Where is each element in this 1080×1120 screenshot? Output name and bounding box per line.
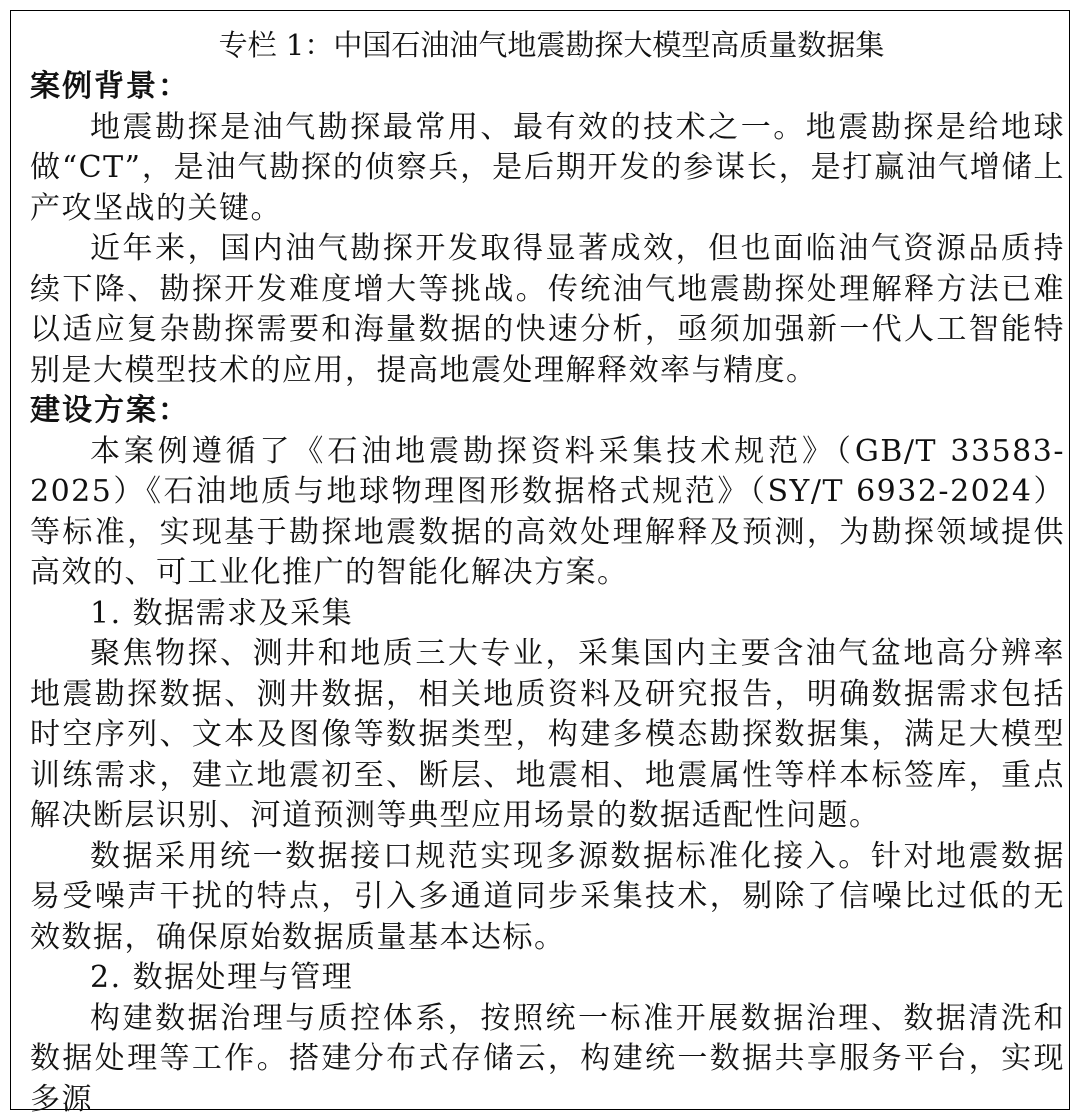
data-collection-paragraph-1: 聚焦物探、测井和地质三大专业，采集国内主要含油气盆地高分辨率地震勘探数据、测井数据，相关地质资料及研究报告，明确数据需求包括时空序列、文本及图像等数据类型，构建多模态勘探数据集，满足大模型训练需求，建立地震初至、断层、地震相、地震属性等样本标签库，重点解决断层识别、河道预测等典型应用场景的数据适配性问题。 — [30, 634, 1065, 837]
data-processing-paragraph-1: 构建数据治理与质控体系，按照统一标准开展数据治理、数据清洗和数据处理等工作。搭建分布式存储云，构建统一数据共享服务平台，实现多源 — [30, 999, 1065, 1120]
background-paragraph-2: 近年来，国内油气勘探开发取得显著成效，但也面临油气资源品质持续下降、勘探开发难度增大等挑战。传统油气地震勘探处理解释方法已难以适应复杂勘探需要和海量数据的快速分析，亟须加强新一代人工智能特别是大模型技术的应用，提高地震处理解释效率与精度。 — [30, 229, 1065, 391]
subsection-heading-data-processing: 2. 数据处理与管理 — [30, 958, 1065, 999]
column-content — [30, 23, 1065, 1120]
plan-intro-paragraph: 本案例遵循了《石油地震勘探资料采集技术规范》（GB/T 33583-2025）《石油地质与地球物理图形数据格式规范》（SY/T 6932-2024）等标准，实现基于勘探地震数据的高效处理解释及预测，为勘探领域提供高效的、可工业化推广的智能化解决方案。 — [30, 432, 1065, 594]
background-paragraph-1: 地震勘探是油气勘探最常用、最有效的技术之一。地震勘探是给地球做“CT”，是油气勘探的侦察兵，是后期开发的参谋长，是打赢油气增储上产攻坚战的关键。 — [30, 108, 1065, 230]
column-box — [10, 10, 1070, 1110]
column-title: 专栏 1：中国石油油气地震勘探大模型高质量数据集 — [30, 23, 1065, 67]
subsection-heading-data-collection: 1. 数据需求及采集 — [30, 594, 1065, 635]
section-heading-background: 案例背景： — [30, 67, 1065, 108]
data-collection-paragraph-2: 数据采用统一数据接口规范实现多源数据标准化接入。针对地震数据易受噪声干扰的特点，引入多通道同步采集技术，剔除了信噪比过低的无效数据，确保原始数据质量基本达标。 — [30, 837, 1065, 959]
section-heading-plan: 建设方案： — [30, 391, 1065, 432]
